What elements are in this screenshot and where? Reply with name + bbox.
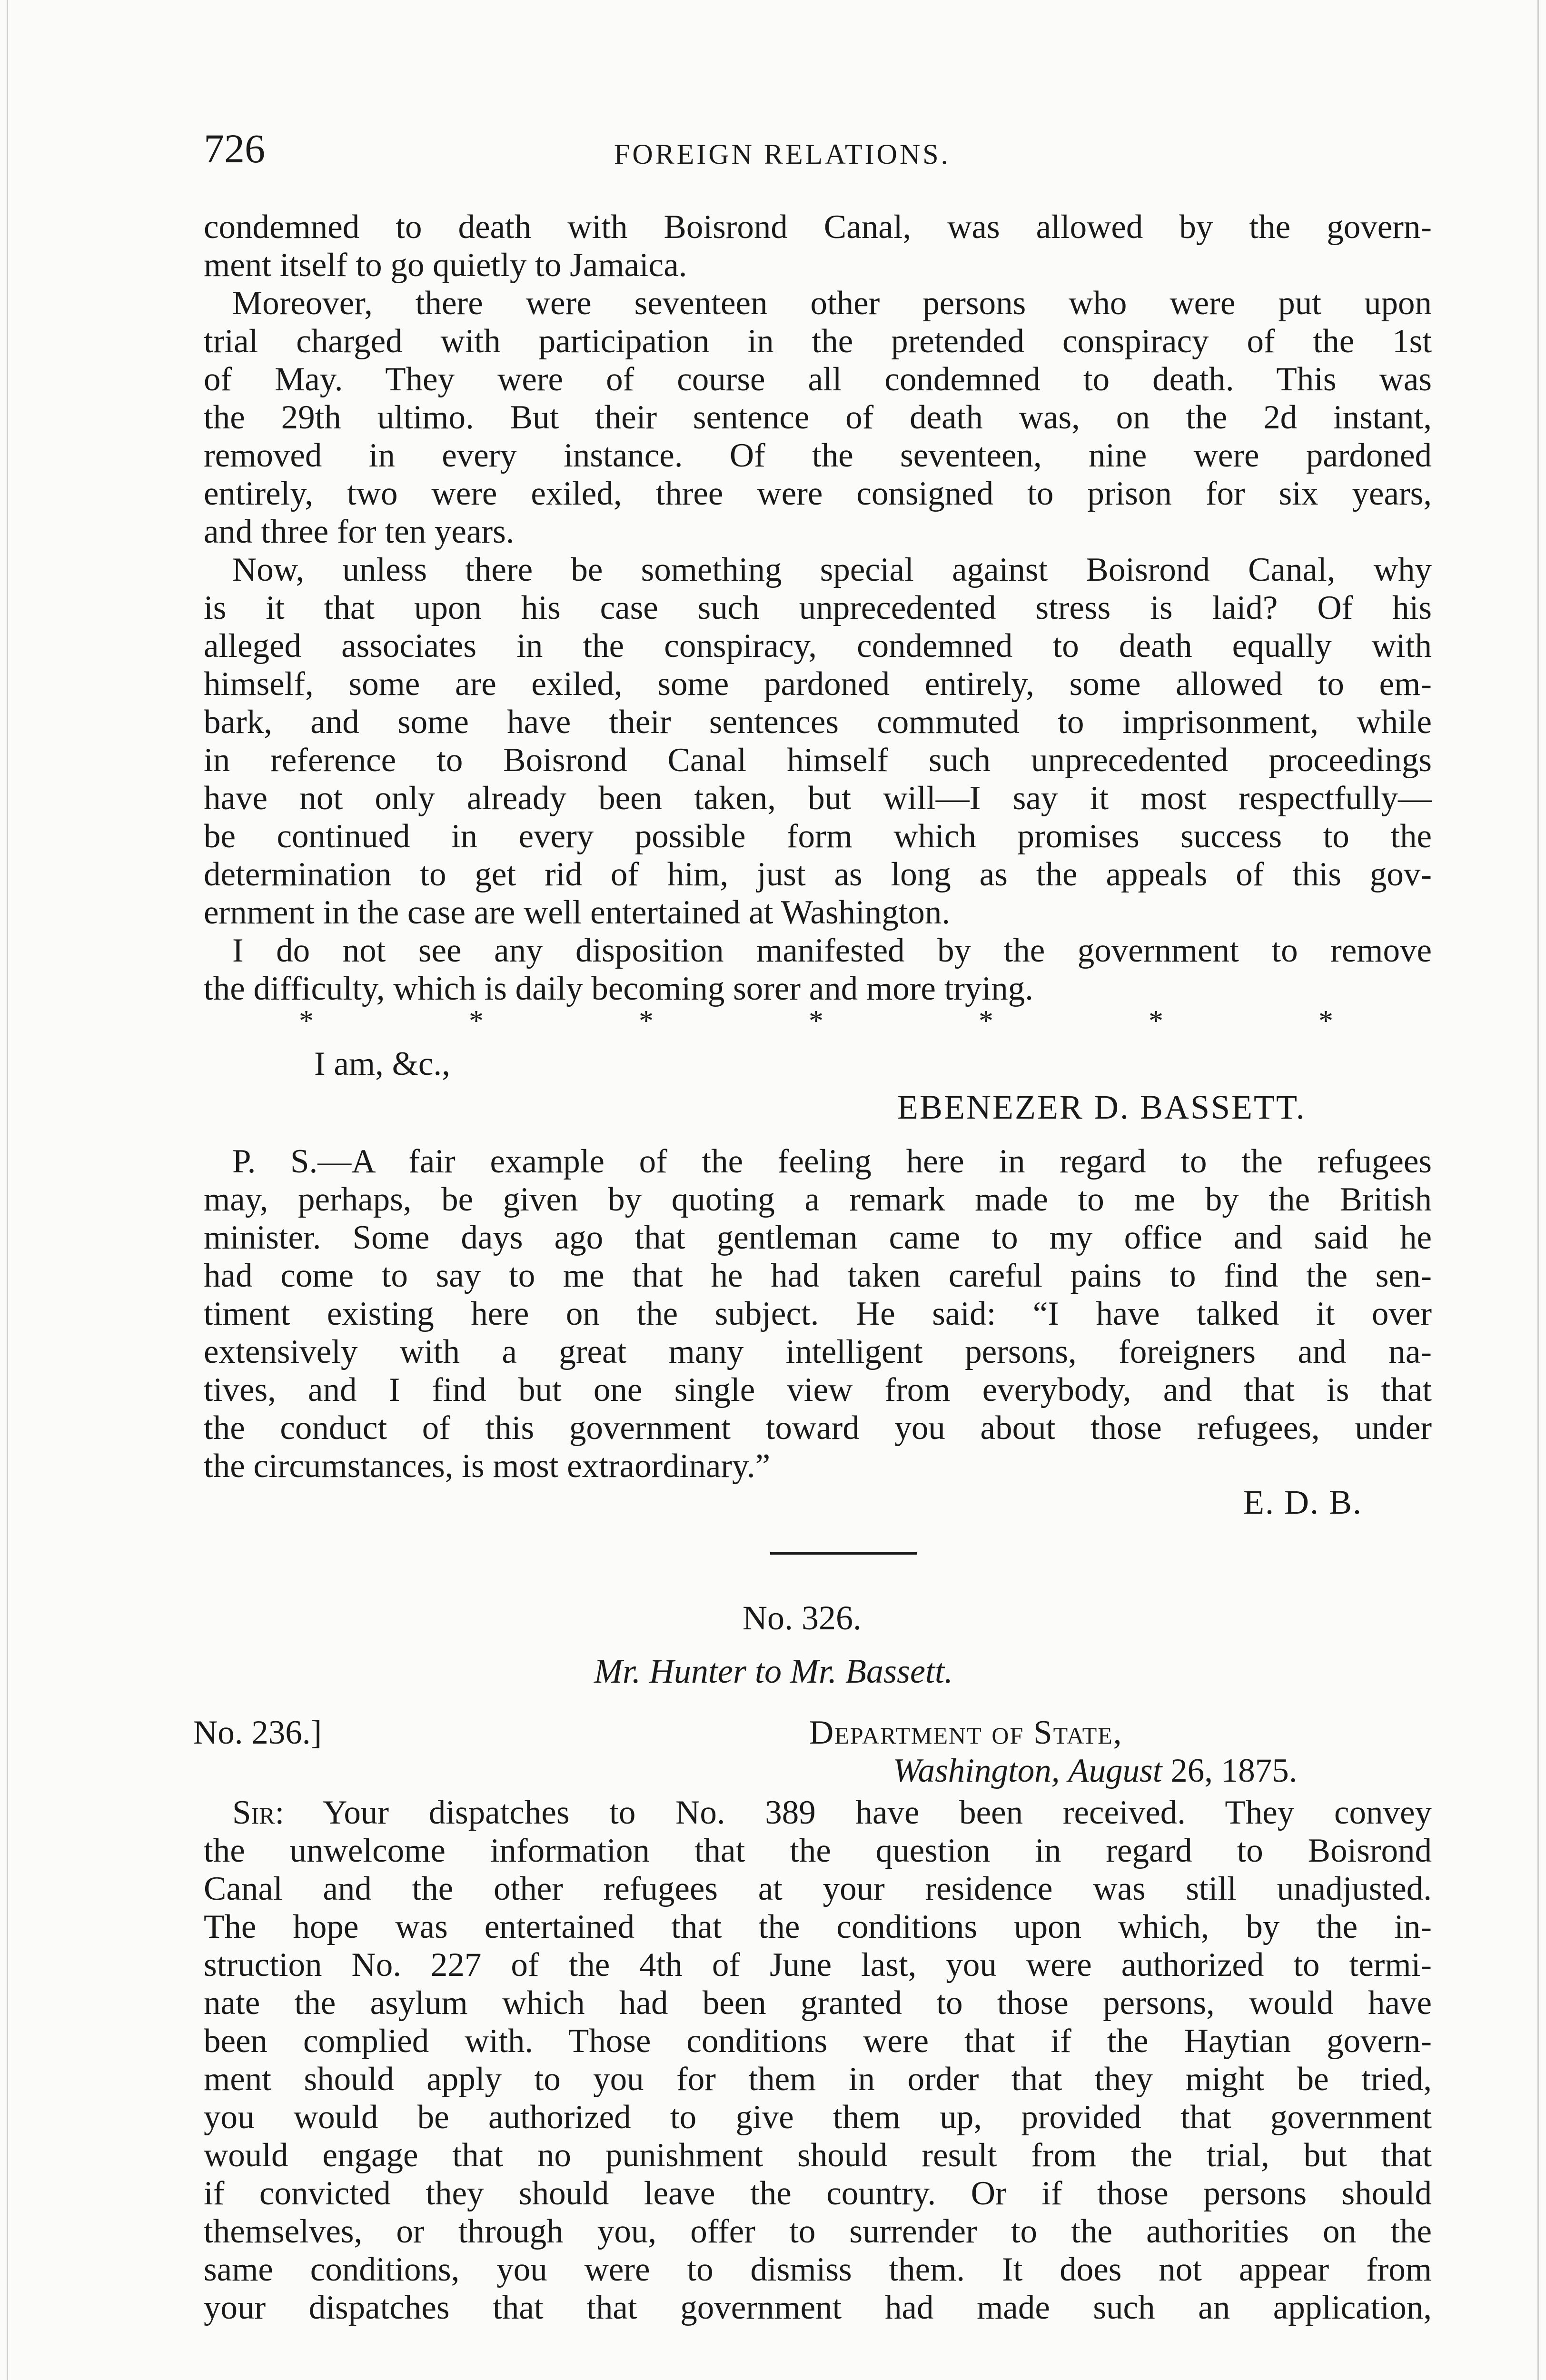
instruction-line: Canal and the other refugees at your residence was still unadjusted. bbox=[204, 1870, 1432, 1907]
page-number: 726 bbox=[204, 126, 265, 171]
postscript-line: may, perhaps, be given by quoting a remark made to me by the British bbox=[204, 1181, 1432, 1218]
dateline-day-year: 26, 1875. bbox=[1162, 1752, 1298, 1789]
postscript-line: timent existing here on the subject. He said: “I have talked it over bbox=[204, 1295, 1432, 1332]
postscript-line: extensively with a great many intelligent persons, foreigners and na- bbox=[204, 1333, 1432, 1370]
ellipsis-star: * bbox=[979, 1005, 993, 1037]
ellipsis-star: * bbox=[299, 1005, 314, 1037]
letter-line: I do not see any disposition manifested by the government to remove bbox=[232, 932, 1432, 969]
ellipsis-star: * bbox=[469, 1005, 484, 1037]
instruction-line: would engage that no punishment should result from the trial, but that bbox=[204, 2137, 1432, 2174]
letter-line: of May. They were of course all condemned to death. This was bbox=[204, 361, 1432, 398]
letter-line: Now, unless there be something special against Boisrond Canal, why bbox=[232, 551, 1432, 588]
letter-line: Moreover, there were seventeen other persons who were put upon bbox=[232, 285, 1432, 322]
instruction-line bbox=[232, 1794, 1432, 1832]
letter-line: himself, some are exiled, some pardoned entirely, some allowed to em- bbox=[204, 665, 1432, 703]
letter-line: the difficulty, which is daily becoming sorer and more trying. bbox=[204, 970, 1034, 1007]
instruction-line: your dispatches that that government had made such an application, bbox=[204, 2289, 1432, 2326]
letter-line: have not only already been taken, but will—I say it most respectfully— bbox=[204, 780, 1432, 817]
postscript-line: the circumstances, is most extraordinary.” bbox=[204, 1448, 771, 1485]
postscript-initials: E. D. B. bbox=[1243, 1483, 1362, 1521]
letter-line: alleged associates in the conspiracy, condemned to death equally with bbox=[204, 627, 1432, 664]
ellipsis-star: * bbox=[639, 1005, 654, 1037]
letter-line: removed in every instance. Of the seventeen, nine were pardoned bbox=[204, 437, 1432, 474]
instruction-line: been complied with. Those conditions were that if the Haytian govern- bbox=[204, 2023, 1432, 2060]
postscript-line: tives, and I find but one single view from everybody, and that is that bbox=[204, 1371, 1432, 1408]
left-page-edge bbox=[7, 0, 8, 2380]
letter-line: the 29th ultimo. But their sentence of death was, on the 2d instant, bbox=[204, 399, 1432, 436]
letter-line: and three for ten years. bbox=[204, 513, 515, 550]
postscript-line: P. S.—A fair example of the feeling here in regard to the refugees bbox=[232, 1143, 1432, 1180]
instruction-line: struction No. 227 of the 4th of June last, you were authorized to termi- bbox=[204, 1946, 1432, 1983]
letter-line: bark, and some have their sentences commuted to imprisonment, while bbox=[204, 704, 1432, 741]
ellipsis-star: * bbox=[1318, 1005, 1333, 1037]
ellipsis-star: * bbox=[809, 1005, 823, 1037]
postscript-line: minister. Some days ago that gentleman came to my office and said he bbox=[204, 1219, 1432, 1256]
dateline-month: August bbox=[1068, 1752, 1162, 1789]
instruction-line: same conditions, you were to dismiss them. It does not appear from bbox=[204, 2251, 1432, 2288]
salutation: Sir bbox=[232, 1794, 275, 1831]
letter-line: ernment in the case are well entertained at Washington. bbox=[204, 894, 951, 931]
section-divider bbox=[770, 1552, 917, 1555]
letter-line: in reference to Boisrond Canal himself such unprecedented proceedings bbox=[204, 742, 1432, 779]
dateline bbox=[893, 1752, 1297, 1790]
letter-line: entirely, two were exiled, three were consigned to prison for six years, bbox=[204, 475, 1432, 512]
letter-line: determination to get rid of him, just as long as the appeals of this gov- bbox=[204, 856, 1432, 893]
letter-line: is it that upon his case such unprecedented stress is laid? Of his bbox=[204, 589, 1432, 626]
department-heading: Department of State, bbox=[809, 1714, 1123, 1751]
closing-line: I am, &c., bbox=[314, 1045, 450, 1082]
document-number: No. 326. bbox=[743, 1599, 862, 1637]
ellipsis-star: * bbox=[1149, 1005, 1163, 1037]
instruction-line: themselves, or through you, offer to surrender to the authorities on the bbox=[204, 2213, 1432, 2250]
right-page-edge bbox=[1537, 0, 1539, 2380]
document-title: Mr. Hunter to Mr. Bassett. bbox=[594, 1652, 953, 1690]
instruction-line-text: : Your dispatches to No. 389 have been received. They convey bbox=[275, 1794, 1432, 1831]
instruction-line: you would be authorized to give them up, provided that government bbox=[204, 2099, 1432, 2136]
dateline-place: Washington, bbox=[893, 1752, 1060, 1789]
letter-line: trial charged with participation in the pretended conspiracy of the 1st bbox=[204, 323, 1432, 360]
letter-line: ment itself to go quietly to Jamaica. bbox=[204, 247, 687, 284]
running-head: FOREIGN RELATIONS. bbox=[614, 139, 951, 170]
postscript-line: had come to say to me that he had taken careful pains to find the sen- bbox=[204, 1257, 1432, 1294]
instruction-line: if convicted they should leave the country. Or if those persons should bbox=[204, 2175, 1432, 2212]
letter-line: condemned to death with Boisrond Canal, was allowed by the govern- bbox=[204, 208, 1432, 246]
instruction-number: No. 236.] bbox=[193, 1714, 322, 1751]
signature: EBENEZER D. BASSETT. bbox=[897, 1088, 1306, 1126]
instruction-line: nate the asylum which had been granted to those persons, would have bbox=[204, 1984, 1432, 2022]
postscript-line: the conduct of this government toward you about those refugees, under bbox=[204, 1409, 1432, 1447]
letter-line: be continued in every possible form which promises success to the bbox=[204, 818, 1432, 855]
instruction-line: The hope was entertained that the conditions upon which, by the in- bbox=[204, 1908, 1432, 1945]
instruction-line: the unwelcome information that the question in regard to Boisrond bbox=[204, 1832, 1432, 1869]
instruction-line: ment should apply to you for them in order that they might be tried, bbox=[204, 2061, 1432, 2098]
